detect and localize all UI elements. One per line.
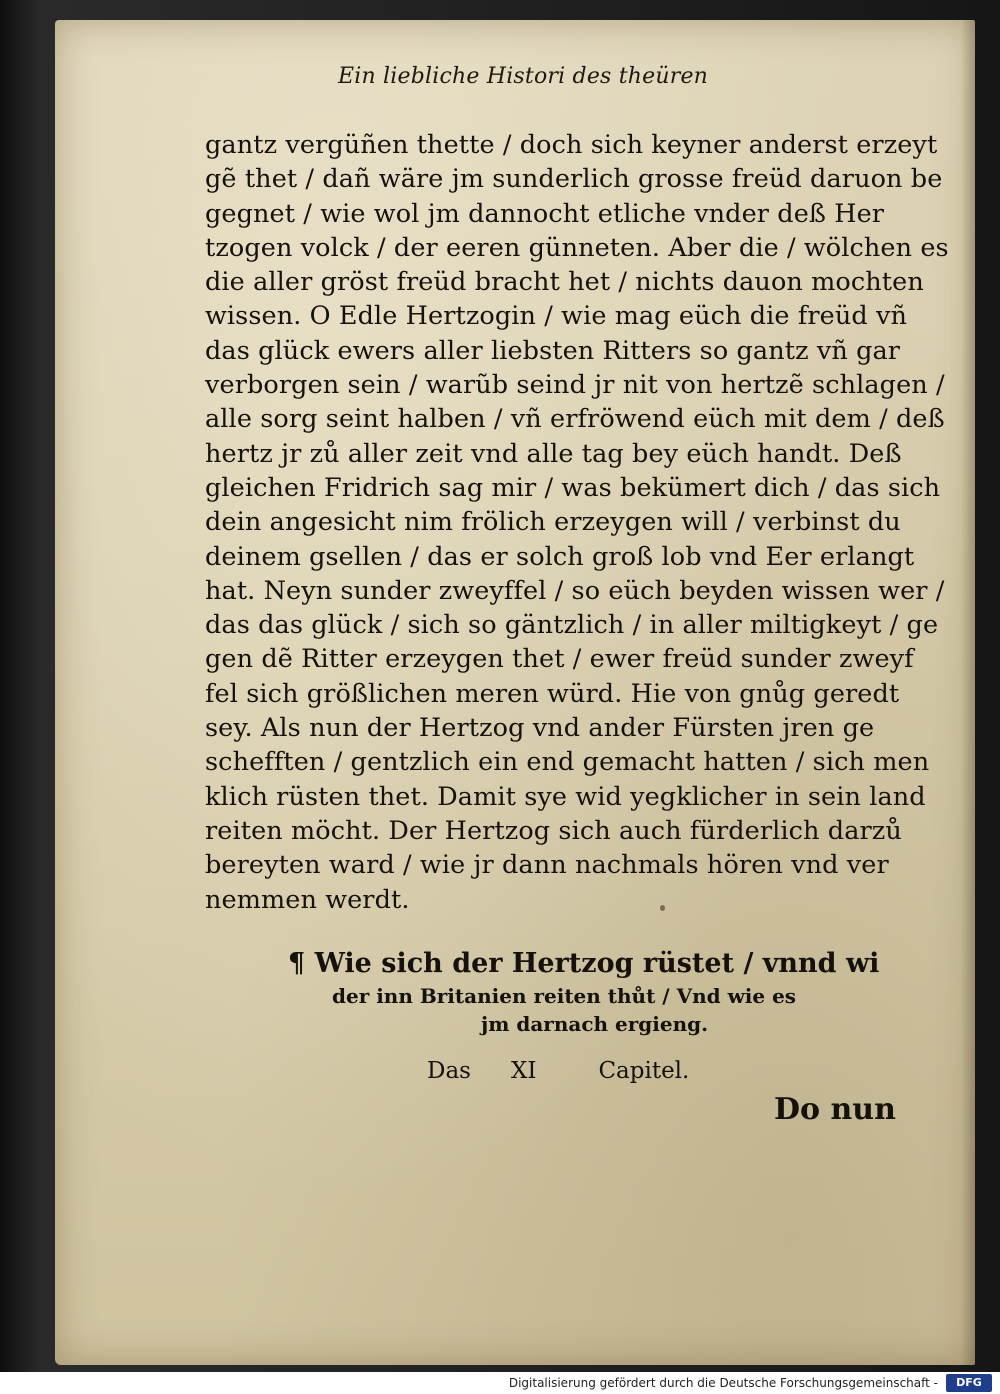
running-head: Ein liebliche Histori des theüren xyxy=(338,64,709,89)
chapter-heading-line: ¶ Wie sich der Hertzog rüstet / vnnd wi xyxy=(288,948,880,979)
text-line: deinem gsellen / das er solch groß lob vnd Eer erlangt xyxy=(205,541,915,572)
dfg-logo-icon xyxy=(946,1374,992,1392)
text-line: klich rüsten thet. Damit sye wid yegklicher in sein land xyxy=(205,781,926,812)
text-line: dein angesicht nim frölich erzeygen will / verbinst du xyxy=(205,507,901,538)
text-line: gleichen Fridrich sag mir / was bekümert dich / das sich xyxy=(205,472,941,503)
chapter-label xyxy=(427,1058,689,1084)
text-line: alle sorg seint halben / vñ erfröwend eüch mit dem / deß xyxy=(205,404,945,435)
text-line: bereyten ward / wie jr dann nachmals hören vnd ver xyxy=(205,850,889,881)
text-line: reiten möcht. Der Hertzog sich auch fürderlich darzů xyxy=(205,815,902,846)
paper-speck xyxy=(660,905,665,911)
catchword: Do nun xyxy=(774,1092,896,1127)
text-line: nemmen werdt. xyxy=(205,884,410,915)
text-line: das glück ewers aller liebsten Ritters so gantz vñ gar xyxy=(205,335,901,366)
page-edge-shadow xyxy=(961,20,975,1365)
chapter-heading-line: der inn Britanien reiten thůt / Vnd wie es xyxy=(332,984,797,1008)
text-line: verborgen sein / warũb seind jr nit von hertzẽ schlagen / xyxy=(205,370,945,401)
text-line: gantz vergüñen thette / doch sich keyner anderst erzeyt xyxy=(205,130,938,160)
text-line: das das glück / sich so gäntzlich / in aller miltigkeyt / ge xyxy=(205,610,939,641)
text-line: die aller gröst freüd bracht het / nichts dauon mochten xyxy=(205,267,924,298)
chapter-heading xyxy=(288,946,888,1038)
text-line: tzogen volck / der eeren günneten. Aber die / wölchen es xyxy=(205,232,949,263)
text-line: schefften / gentzlich ein end gemacht hatten / sich men xyxy=(205,747,930,778)
text-line: hertz jr zů aller zeit vnd alle tag bey eüch handt. Deß xyxy=(205,438,902,469)
text-line: gẽ thet / dañ wäre jm sunderlich grosse freüd daruon be xyxy=(205,164,943,195)
funding-credit: Digitalisierung gefördert durch die Deutsche Forschungsgemeinschaft - xyxy=(508,1376,938,1390)
chapter-number: XI xyxy=(510,1058,537,1084)
chapter-heading-line: jm darnach ergieng. xyxy=(481,1012,709,1036)
text-line: wissen. O Edle Hertzogin / wie mag eüch die freüd vñ xyxy=(205,301,908,332)
text-line: fel sich größlichen meren würd. Hie von gnůg geredt xyxy=(205,678,900,709)
body-text xyxy=(205,128,949,917)
footer-bar xyxy=(0,1372,1000,1394)
text-line: gegnet / wie wol jm dannocht etliche vnder deß Her xyxy=(205,198,885,229)
text-line: gen dẽ Ritter erzeygen thet / ewer freüd sunder zweyf xyxy=(205,644,914,675)
text-line: sey. Als nun der Hertzog vnd ander Fürsten jren ge xyxy=(205,713,875,744)
chapter-label-word: Capitel. xyxy=(598,1058,690,1084)
chapter-label-word: Das xyxy=(427,1058,471,1084)
text-line: hat. Neyn sunder zweyffel / so eüch beyden wissen wer / xyxy=(205,575,945,606)
